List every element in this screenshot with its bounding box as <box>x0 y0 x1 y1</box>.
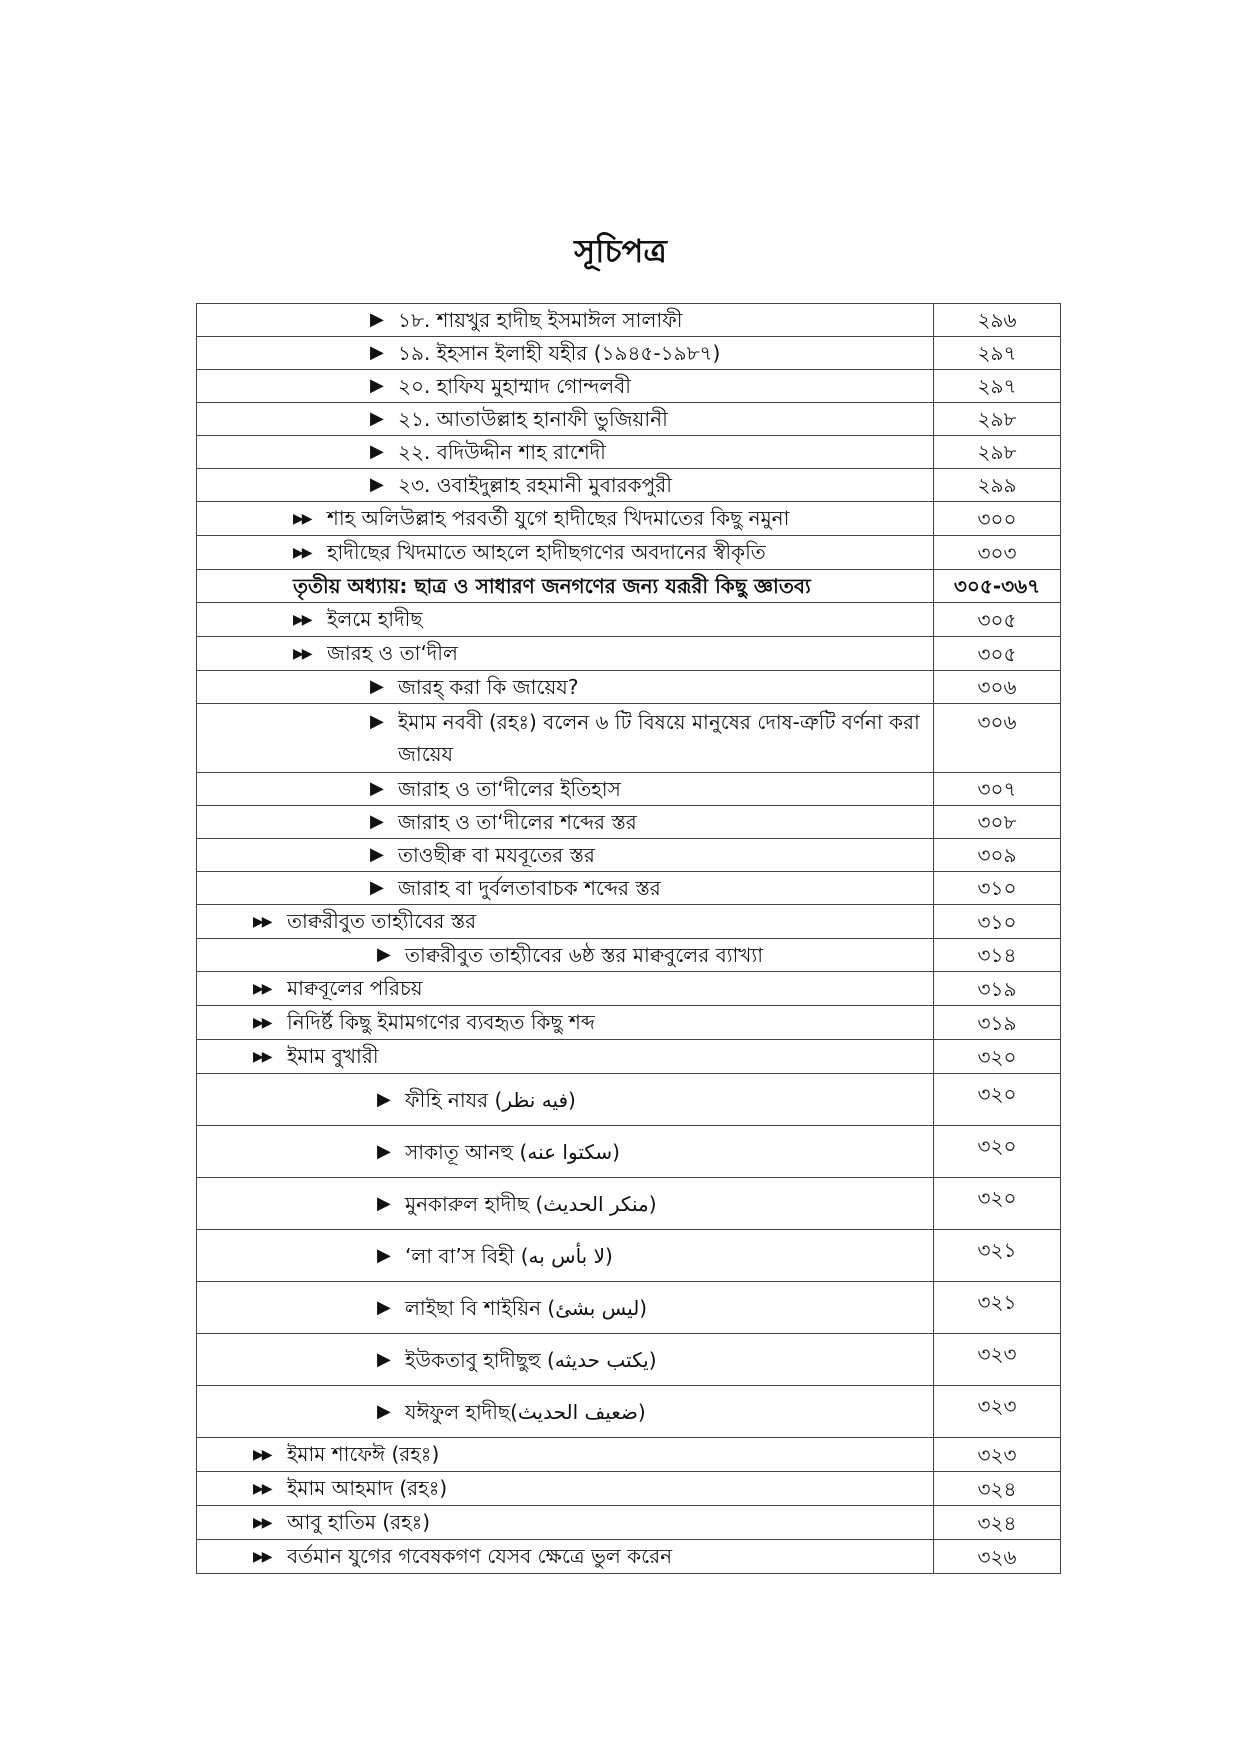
toc-entry-text: হাদীছের খিদমাতে আহলে হাদীছগণের অবদানের স্বীকৃতি <box>327 540 766 564</box>
toc-entry-text: তাক্বরীবুত তাহ্যীবের স্তর <box>287 909 477 933</box>
double-triangle-icon: ▶▶ <box>293 545 311 561</box>
toc-entry-cell <box>197 1540 934 1574</box>
toc-entry-text: মাক্ববূলের পরিচয় <box>287 976 423 1000</box>
toc-row <box>197 972 1061 1006</box>
right-triangle-icon: ▶ <box>370 408 384 429</box>
toc-page-number: ৩০০ <box>934 502 1061 536</box>
toc-entry-text: নিদির্ষ্ট কিছু ইমামগণের ব্যবহৃত কিছু শব্দ <box>287 1010 595 1034</box>
right-triangle-icon: ▶ <box>370 342 384 363</box>
toc-page-number: ৩২০ <box>934 1126 1061 1178</box>
toc-chapter-heading <box>197 570 1061 603</box>
toc-entry-cell <box>197 1386 934 1438</box>
toc-page-number: ৩০৭ <box>934 773 1061 806</box>
double-triangle-icon: ▶▶ <box>253 1049 271 1065</box>
toc-entry-text: ১৯. ইহসান ইলাহী যহীর (১৯৪৫-১৯৮৭) <box>398 341 721 365</box>
toc-entry-cell <box>197 1074 934 1126</box>
toc-page-number: ২৯৭ <box>934 337 1061 370</box>
toc-page-number: ৩১০ <box>934 872 1061 905</box>
toc-row <box>197 1040 1061 1074</box>
toc-row <box>197 304 1061 337</box>
toc-row <box>197 1540 1061 1574</box>
toc-row <box>197 1386 1061 1438</box>
toc-entry-cell <box>197 1506 934 1540</box>
table-of-contents <box>196 303 1061 1574</box>
toc-entry-cell <box>197 1334 934 1386</box>
toc-body <box>197 304 1061 1574</box>
toc-row <box>197 637 1061 671</box>
toc-page-number: ৩২৩ <box>934 1438 1061 1472</box>
toc-page-number: ২৯৮ <box>934 436 1061 469</box>
right-triangle-icon: ▶ <box>377 1088 391 1110</box>
toc-page-number: ৩২৪ <box>934 1506 1061 1540</box>
toc-page-number: ২৯৬ <box>934 304 1061 337</box>
toc-row <box>197 806 1061 839</box>
toc-entry-cell <box>197 704 934 773</box>
toc-entry-text: শাহ অলিউল্লাহ পরবর্তী যুগে হাদীছের খিদমাতের কিছু নমুনা <box>327 506 790 530</box>
toc-page-number: ৩০৮ <box>934 806 1061 839</box>
toc-row <box>197 1126 1061 1178</box>
toc-entry-text: ইউকতাবু হাদীছুহু (يكتب حديثه) <box>405 1347 657 1372</box>
toc-entry-text: জারহ্ করা কি জায়েয? <box>398 675 579 699</box>
toc-entry-text: লাইছা বি শাইয়িন (ليس بشئ) <box>405 1295 648 1320</box>
toc-entry-cell <box>197 1040 934 1074</box>
double-triangle-icon: ▶▶ <box>253 914 271 930</box>
double-triangle-icon: ▶▶ <box>253 1015 271 1031</box>
toc-entry-cell <box>197 872 934 905</box>
double-triangle-icon: ▶▶ <box>293 646 311 662</box>
toc-entry-cell <box>197 469 934 502</box>
toc-entry-text: ‘লা বা’স বিহী (لا بأس به) <box>405 1243 613 1268</box>
toc-entry-text: ১৮. শায়খুর হাদীছ ইসমাঈল সালাফী <box>398 308 683 332</box>
toc-row <box>197 469 1061 502</box>
toc-row <box>197 403 1061 436</box>
toc-entry-text: জারাহ ও তা‘দীলের ইতিহাস <box>398 777 621 801</box>
toc-page-number: ২৯৯ <box>934 469 1061 502</box>
toc-row <box>197 905 1061 939</box>
toc-page-number: ৩২১ <box>934 1282 1061 1334</box>
toc-row <box>197 1282 1061 1334</box>
toc-row <box>197 1006 1061 1040</box>
right-triangle-icon: ▶ <box>370 778 384 799</box>
toc-entry-cell <box>197 1006 934 1040</box>
right-triangle-icon: ▶ <box>377 944 391 965</box>
right-triangle-icon: ▶ <box>377 1296 391 1318</box>
toc-entry-cell <box>197 806 934 839</box>
toc-entry-text: ফীহি নাযর (فيه نظر) <box>405 1087 576 1112</box>
toc-row <box>197 839 1061 872</box>
toc-row <box>197 502 1061 536</box>
right-triangle-icon: ▶ <box>370 441 384 462</box>
toc-page-number: ৩০৫ <box>934 603 1061 637</box>
toc-page-number: ৩০৫ <box>934 637 1061 671</box>
right-triangle-icon: ▶ <box>377 1400 391 1422</box>
toc-page-number: ৩২০ <box>934 1074 1061 1126</box>
right-triangle-icon: ▶ <box>370 375 384 396</box>
toc-entry-cell <box>197 502 934 536</box>
double-triangle-icon: ▶▶ <box>253 1447 271 1463</box>
toc-entry-cell <box>197 1472 934 1506</box>
double-triangle-icon: ▶▶ <box>253 981 271 997</box>
toc-row <box>197 704 1061 773</box>
right-triangle-icon: ▶ <box>377 1348 391 1370</box>
toc-row <box>197 1230 1061 1282</box>
toc-page-number: ৩২৪ <box>934 1472 1061 1506</box>
toc-page-number: ৩২১ <box>934 1230 1061 1282</box>
toc-page-number: ৩০৫-৩৬৭ <box>934 570 1061 603</box>
toc-entry-cell <box>197 1438 934 1472</box>
right-triangle-icon: ▶ <box>370 474 384 495</box>
toc-page-number: ৩০৬ <box>934 671 1061 704</box>
right-triangle-icon: ▶ <box>377 1244 391 1266</box>
toc-page-number: ৩১৯ <box>934 972 1061 1006</box>
toc-page-number: ৩০৬ <box>934 704 1061 773</box>
toc-entry-cell <box>197 536 934 570</box>
toc-entry-cell <box>197 1230 934 1282</box>
toc-page-number: ৩১৯ <box>934 1006 1061 1040</box>
toc-page-number: ৩২৩ <box>934 1386 1061 1438</box>
right-triangle-icon: ▶ <box>370 676 384 697</box>
toc-entry-cell <box>197 304 934 337</box>
right-triangle-icon: ▶ <box>370 711 384 732</box>
toc-page-number: ৩১০ <box>934 905 1061 939</box>
toc-entry-cell <box>197 603 934 637</box>
toc-entry-text: ২৩. ওবাইদুল্লাহ রহমানী মুবারকপুরী <box>398 473 672 497</box>
double-triangle-icon: ▶▶ <box>253 1481 271 1497</box>
right-triangle-icon: ▶ <box>370 877 384 898</box>
toc-entry-text: যঈফুল হাদীছ(ضعيف الحديث) <box>405 1399 646 1424</box>
toc-entry-cell <box>197 1282 934 1334</box>
toc-entry-cell <box>197 905 934 939</box>
toc-page-number: ২৯৭ <box>934 370 1061 403</box>
toc-row <box>197 872 1061 905</box>
toc-row <box>197 1438 1061 1472</box>
right-triangle-icon: ▶ <box>377 1140 391 1162</box>
toc-row <box>197 1506 1061 1540</box>
toc-entry-text: ইমাম নববী (রহঃ) বলেন ৬ টি বিষয়ে মানুষের দোষ-ত্রুটি বর্ণনা করা জায়েয <box>398 710 920 766</box>
right-triangle-icon: ▶ <box>370 811 384 832</box>
toc-entry-text: বর্তমান যুগের গবেষকগণ যেসব ক্ষেত্রে ভুল করেন <box>287 1544 673 1568</box>
toc-page-number: ৩২০ <box>934 1040 1061 1074</box>
toc-entry-cell <box>197 436 934 469</box>
right-triangle-icon: ▶ <box>370 309 384 330</box>
toc-page-number: ৩০৯ <box>934 839 1061 872</box>
double-triangle-icon: ▶▶ <box>293 511 311 527</box>
toc-row <box>197 939 1061 972</box>
toc-entry-cell <box>197 403 934 436</box>
toc-page-number: ৩২৩ <box>934 1334 1061 1386</box>
toc-entry-cell <box>197 1126 934 1178</box>
toc-entry-cell <box>197 370 934 403</box>
toc-entry-text: ইমাম আহমাদ (রহঃ) <box>287 1476 448 1500</box>
toc-entry-text: ইমাম শাফেঈ (রহঃ) <box>287 1442 440 1466</box>
toc-row <box>197 1472 1061 1506</box>
toc-entry-cell <box>197 1178 934 1230</box>
toc-entry-text: ইমাম বুখারী <box>287 1044 379 1068</box>
toc-entry-text: ইলমে হাদীছ <box>327 607 423 631</box>
toc-page-number: ৩১৪ <box>934 939 1061 972</box>
page-title: সূচিপত্র <box>574 232 667 271</box>
toc-entry-text: ২২. বদিউদ্দীন শাহ রাশেদী <box>398 440 606 464</box>
toc-page-number: ৩০৩ <box>934 536 1061 570</box>
toc-row <box>197 773 1061 806</box>
toc-entry-text: তাক্বরীবুত তাহ্যীবের ৬ষ্ঠ স্তর মাক্ববুলের ব্যাখ্যা <box>405 943 764 967</box>
toc-row <box>197 436 1061 469</box>
double-triangle-icon: ▶▶ <box>293 612 311 628</box>
toc-page-number: ৩২০ <box>934 1178 1061 1230</box>
toc-entry-cell <box>197 839 934 872</box>
toc-row <box>197 603 1061 637</box>
toc-entry-cell <box>197 972 934 1006</box>
right-triangle-icon: ▶ <box>370 844 384 865</box>
toc-row <box>197 536 1061 570</box>
toc-entry-cell <box>197 570 934 603</box>
right-triangle-icon: ▶ <box>377 1192 391 1214</box>
toc-row <box>197 337 1061 370</box>
toc-row <box>197 1178 1061 1230</box>
toc-page-number: ৩২৬ <box>934 1540 1061 1574</box>
toc-entry-text: তৃতীয় অধ্যায়: ছাত্র ও সাধারণ জনগণের জন্য যরূরী কিছু জ্ঞাতব্য <box>293 574 811 598</box>
toc-entry-cell <box>197 671 934 704</box>
toc-row <box>197 671 1061 704</box>
toc-row <box>197 370 1061 403</box>
toc-entry-text: ২০. হাফিয মুহাম্মাদ গোন্দলবী <box>398 374 631 398</box>
toc-entry-cell <box>197 637 934 671</box>
toc-entry-text: মুনকারুল হাদীছ (منكر الحديث) <box>405 1191 657 1216</box>
toc-entry-text: জারাহ ও তা‘দীলের শব্দের স্তর <box>398 810 637 834</box>
toc-row <box>197 1334 1061 1386</box>
toc-entry-text: ২১. আতাউল্লাহ হানাফী ভুজিয়ানী <box>398 407 668 431</box>
toc-entry-text: আবু হাতিম (রহঃ) <box>287 1510 431 1534</box>
double-triangle-icon: ▶▶ <box>253 1515 271 1531</box>
toc-entry-text: সাকাতূ আনহু (سكتوا عنه) <box>405 1139 620 1164</box>
double-triangle-icon: ▶▶ <box>253 1549 271 1565</box>
toc-entry-cell <box>197 939 934 972</box>
toc-entry-cell <box>197 773 934 806</box>
toc-entry-cell <box>197 337 934 370</box>
toc-entry-text: তাওছীক্ব বা মযবূতের স্তর <box>398 843 595 867</box>
toc-page-number: ২৯৮ <box>934 403 1061 436</box>
toc-entry-text: জারাহ বা দুর্বলতাবাচক শব্দের স্তর <box>398 876 661 900</box>
toc-row <box>197 1074 1061 1126</box>
toc-entry-text: জারহ ও তা‘দীল <box>327 641 458 665</box>
